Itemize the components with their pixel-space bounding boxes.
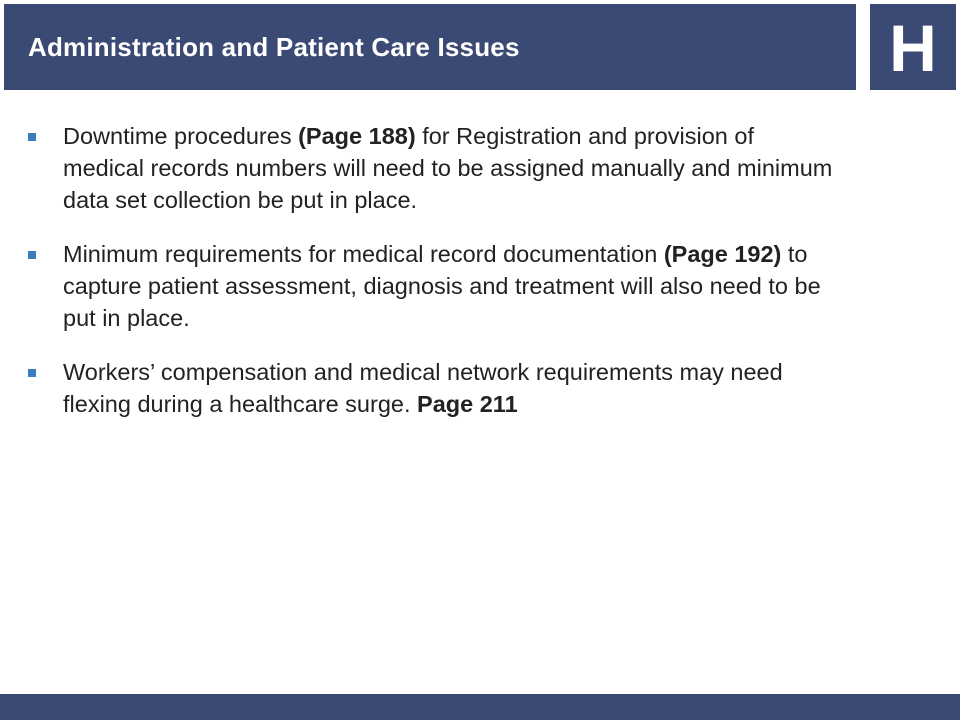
logo-letter: H <box>889 11 937 85</box>
logo <box>870 4 956 90</box>
square-bullet-icon <box>28 369 36 377</box>
footer-bar <box>0 694 960 720</box>
bullet-item <box>28 238 836 334</box>
bullet-segment: Minimum requirements for medical record documentation <box>63 241 664 267</box>
square-bullet-icon <box>28 133 36 141</box>
page-reference: (Page 188) <box>298 123 416 149</box>
bullet-text <box>63 120 836 216</box>
bullet-list <box>28 120 836 442</box>
bullet-text <box>63 238 836 334</box>
bullet-text <box>63 356 836 420</box>
square-bullet-icon <box>28 251 36 259</box>
bullet-segment: Downtime procedures <box>63 123 299 149</box>
page-reference: (Page 192) <box>663 241 782 267</box>
bullet-item <box>28 120 836 216</box>
bullet-item <box>28 356 836 420</box>
slide-title: Administration and Patient Care Issues <box>28 31 520 62</box>
bullet-segment: to capture patient assessment, diagnosis and treatment will also need to be put in place. <box>63 241 821 331</box>
bullet-segment: for Registration and provision of medical records numbers will need to be assigned manually and minimum data set collection be put in place. <box>63 123 833 213</box>
title-bar <box>4 4 856 90</box>
bullet-segment: Workers’ compensation and medical network requirements may need flexing during a healthcare surge. <box>63 359 783 417</box>
page-reference: Page 211 <box>417 391 518 417</box>
